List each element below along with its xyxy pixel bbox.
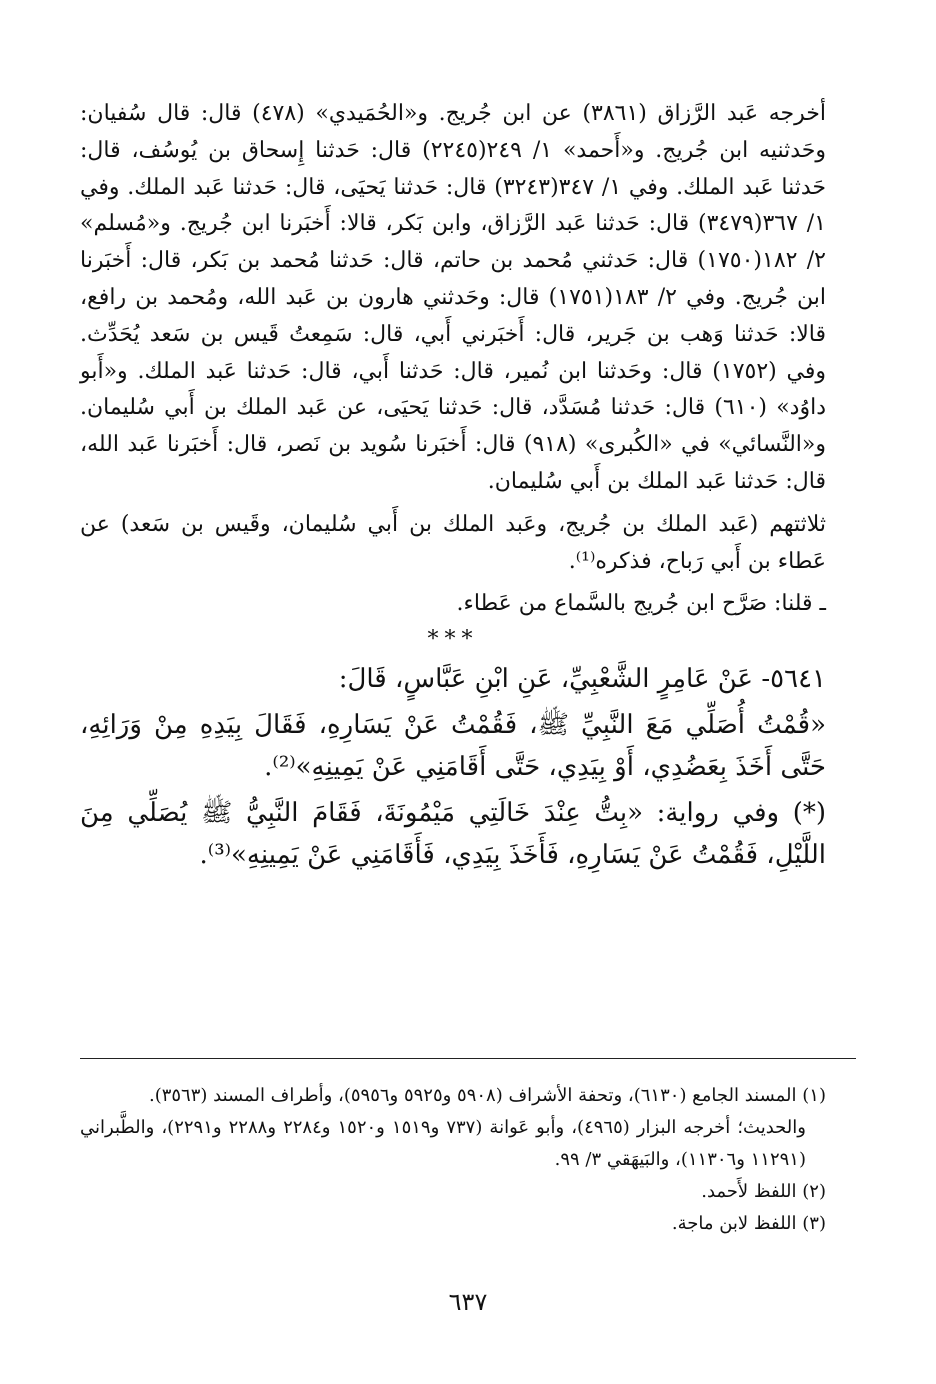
hadith-variant: (*) وفي رواية: «بِتُّ عِنْدَ خَالَتِي مَيْمُونَةَ، فَقَامَ النَّبِيُّ ﷺ يُصَلِّي مِنَ اللَّيْلِ، فَقُمْتُ عَنْ يَسَارِهِ، فَأَخَذَ بِيَدِي، فَأَقَامَنِي عَنْ يَمِينِهِ»⁽³⁾.	[80, 798, 826, 871]
summary-paragraph: ثلاثتهم (عَبد الملك بن جُريج، وعَبد الملك بن أَبي سُليمان، وقَيس بن سَعد) عن عَطاء بن أَبي رَباح، فذكره⁽¹⁾.	[80, 511, 826, 574]
page-number: ٦٣٧	[448, 1288, 488, 1316]
footnotes	[80, 1080, 826, 1240]
hadith-number: ٥٦٤١-	[761, 664, 826, 695]
note-paragraph: ـ قلنا: صَرَّح ابن جُريج بالسَّماع من عَطاء.	[456, 591, 826, 617]
section-separator: ***	[427, 627, 479, 653]
hadith-isnad: عَنْ عَامِرٍ الشَّعْبِيِّ، عَنِ ابْنِ عَبَّاسٍ، قَالَ:	[338, 664, 754, 695]
hadith-header	[80, 658, 826, 700]
footnote-2: (٢) اللفظ لأَحمد.	[701, 1181, 826, 1202]
footnote-1: (١) المسند الجامع (٦١٣٠)، وتحفة الأشراف (٥٩٠٨ و٥٩٢٥ و٥٩٥٦)، وأطراف المسند (٣٥٦٣).	[148, 1085, 826, 1106]
footnote-divider	[80, 1058, 856, 1059]
takhrij-paragraph: أخرجه عَبد الرَّزاق (٣٨٦١) عن ابن جُريج. و«الحُمَيدي» (٤٧٨) قال: قال سُفيان: وحَدثنيه ابن جُريج. و«أَحمد» ١/ ٢٤٩(٢٢٤٥) قال: حَدثنا إِسحاق بن يُوسُف، قال: حَدثنا عَبد الملك. وفي ١/ ٣٤٧(٣٢٤٣) قال: حَدثنا يَحيَى، قال: حَدثنا عَبد الملك. وفي ١/ ٣٦٧(٣٤٧٩) قال: حَدثنا عَبد الرَّزاق، وابن بَكر، قالا: أَخبَرنا ابن جُريج. و«مُسلم» ٢/ ١٨٢(١٧٥٠) قال: حَدثني مُحمد بن حاتم، قال: حَدثنا مُحمد بن بَكر، قال: أَخبَرنا ابن جُريج. وفي ٢/ ١٨٣(١٧٥١) قال: وحَدثني هارون بن عَبد الله، ومُحمد بن رافع، قالا: حَدثنا وَهب بن جَرير، قال: أَخبَرني أَبي، قال: سَمِعتُ قَيس بن سَعد يُحَدِّث. وفي (١٧٥٢) قال: وحَدثنا ابن نُمير، قال: حَدثنا أَبي، قال: حَدثنا عَبد الملك. و«أَبو داوُد» (٦١٠) قال: حَدثنا مُسَدَّد، قال: حَدثنا يَحيَى، عن عَبد الملك بن أَبي سُليمان. و«النَّسائي» في «الكُبرى» (٩١٨) قال: أَخبَرنا سُويد بن نَصر، قال: أَخبَرنا عَبد الله، قال: حَدثنا عَبد الملك بن أَبي سُليمان.	[80, 101, 827, 494]
hadith-matn: «قُمْتُ أُصَلِّي مَعَ النَّبِيِّ ﷺ، فَقُمْتُ عَنْ يَسَارِهِ، فَقَالَ بِيَدِهِ مِنْ وَرَائِهِ، حَتَّى أَخَذَ بِعَضُدِي، أَوْ بِيَدِي، حَتَّى أَقَامَنِي عَنْ يَمِينِهِ»⁽²⁾.	[80, 710, 826, 783]
footnote-1-continued: والحديث؛ أخرجه البزار (٤٩٦٥)، وأبو عَوانة (٧٣٧ و١٥١٩ و١٥٢٠ و٢٢٨٤ و٢٢٨٨ و٢٢٩١)، والطَّبراني (١١٢٩١ و١١٣٠٦)، والبَيهَقي ٣/ ٩٩.	[80, 1117, 806, 1170]
footnote-3: (٣) اللفظ لابن ماجة.	[671, 1213, 826, 1234]
